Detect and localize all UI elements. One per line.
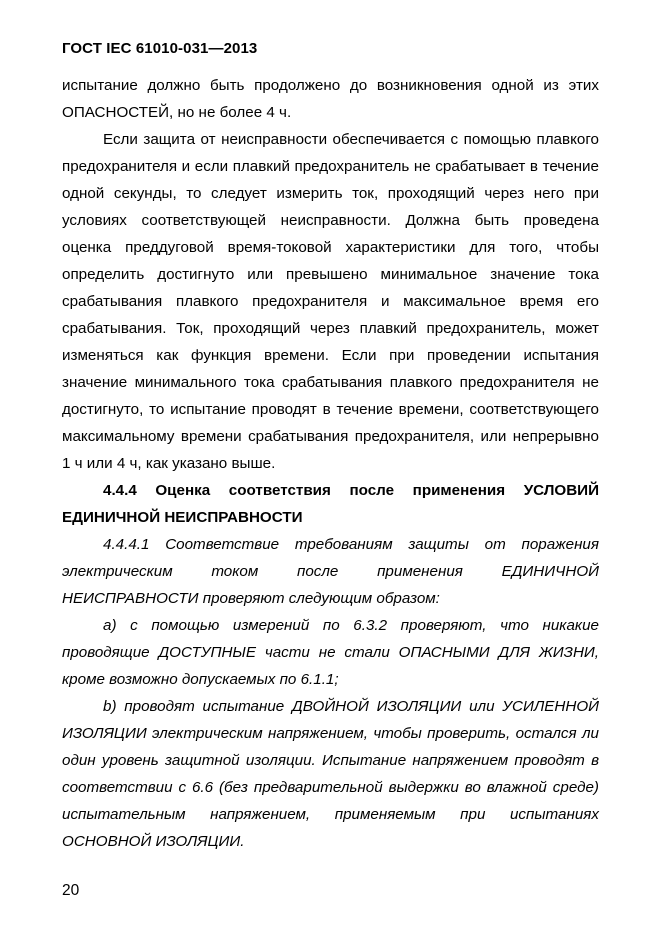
clause-4-4-4-1: 4.4.4.1 Соответствие требованиям защиты от поражения электрическим током после применения ЕДИНИЧНОЙ НЕИСПРАВНОСТИ проверяют следующим образом:: [62, 536, 599, 607]
clause-item-a: a) с помощью измерений по 6.3.2 проверяют, что никакие проводящие ДОСТУПНЫЕ части не стали ОПАСНЫМИ ДЛЯ ЖИЗНИ, кроме возможно допускаемых по 6.1.1;: [62, 617, 599, 688]
page-number: 20: [62, 882, 80, 899]
clause-item-b: b) проводят испытание ДВОЙНОЙ ИЗОЛЯЦИИ или УСИЛЕННОЙ ИЗОЛЯЦИИ электрическим напряжением, чтобы проверить, остался ли один уровень защитной изоляции. Испытание напряжением проводят в соответствии с 6.6 (без предварительной выдержки во влажной среде) испытательным напряжением, применяемым при испытаниях ОСНОВНОЙ ИЗОЛЯЦИИ.: [62, 698, 599, 850]
document-body: [62, 72, 599, 855]
paragraph-continuation: испытание должно быть продолжено до возникновения одной из этих ОПАСНОСТЕЙ, но не более 4 ч.: [62, 77, 599, 121]
section-heading-4-4-4: 4.4.4 Оценка соответствия после применения УСЛОВИЙ ЕДИНИЧНОЙ НЕИСПРАВНОСТИ: [62, 482, 599, 526]
paragraph-fuse-protection: Если защита от неисправности обеспечивается с помощью плавкого предохранителя и если плавкий предохранитель не срабатывает в течение одной секунды, то следует измерить ток, проходящий через него при условиях соответствующей неисправности. Должна быть проведена оценка преддуговой время-токовой характеристики для того, чтобы определить достигнуто или превышено минимальное значение тока срабатывания плавкого предохранителя и максимальное время его срабатывания. Ток, проходящий через плавкий предохранитель, может изменяться как функция времени. Если при проведении испытания значение минимального тока срабатывания плавкого предохранителя не достигнуто, то испытание проводят в течение времени, соответствующего максимальному времени срабатывания предохранителя, или непрерывно 1 ч или 4 ч, как указано выше.: [62, 131, 599, 472]
document-header: ГОСТ IEC 61010-031—2013: [62, 40, 258, 57]
